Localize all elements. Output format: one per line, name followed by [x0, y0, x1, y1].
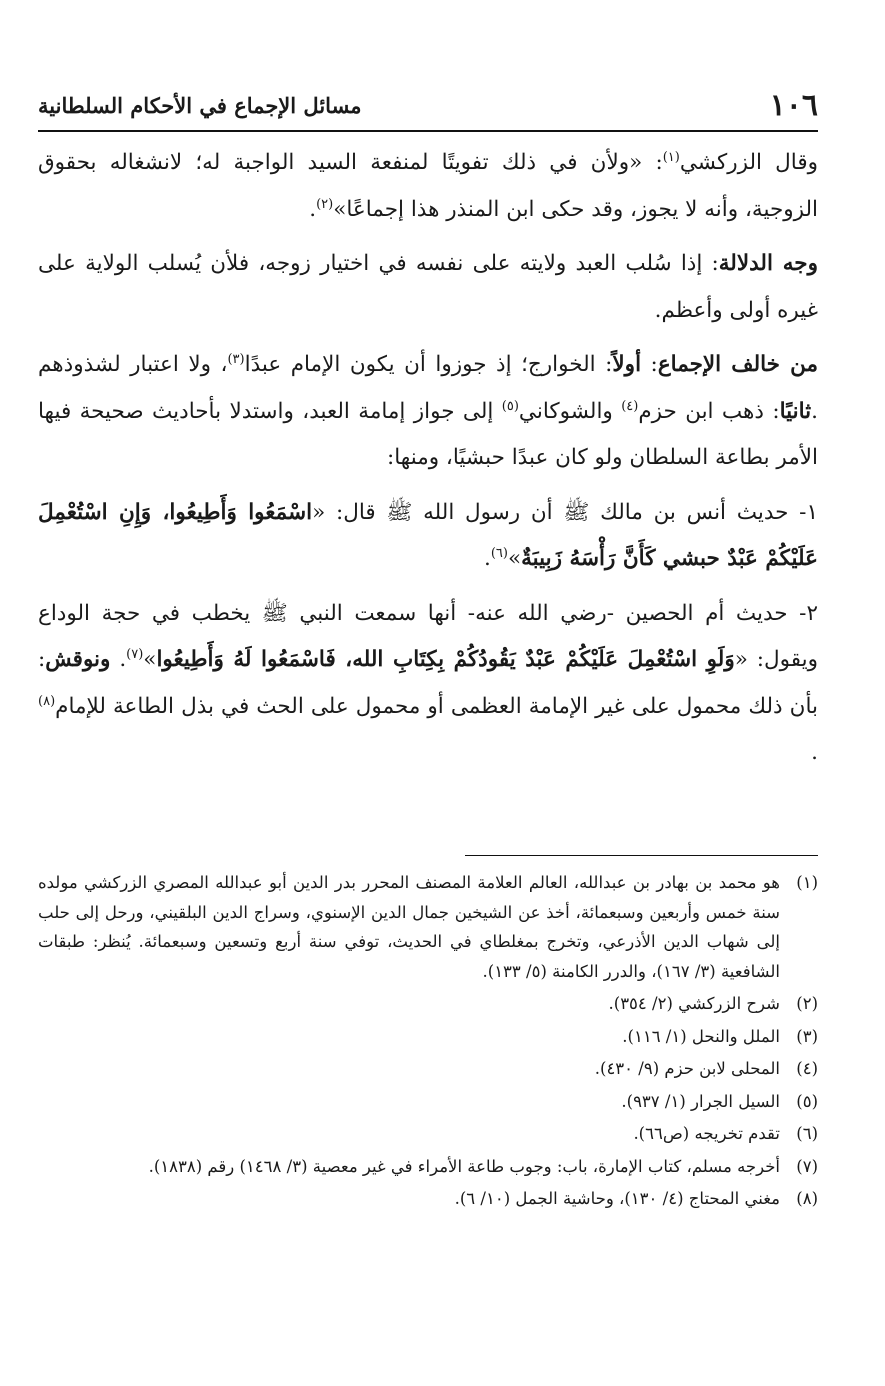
- text-span: ١- حديث أنس بن مالك ﷺ أن رسول الله ﷺ قال: «: [312, 499, 818, 525]
- footnote-item: [38, 1184, 818, 1214]
- paragraph-hadith-anas: [38, 490, 818, 583]
- text-span: : بأن ذلك محمول على غير الإمامة العظمى أو محمول على الحث في بذل الطاعة للإمام: [38, 647, 818, 719]
- footnotes: [38, 868, 818, 1217]
- text-span: : «ولأن في ذلك تفويتًا لمنفعة السيد الواجبة له؛ لانشغاله بحقوق الزوجية، وأنه لا يجوز، وقد حكى ابن المنذر هذا إجماعًا»: [38, 150, 818, 222]
- text-span: »: [507, 546, 522, 571]
- footnote-item: [38, 1152, 818, 1182]
- footnote-text: هو محمد بن بهادر بن عبدالله، العالم العلامة المصنف المحرر بدر الدين أبو عبدالله المصري الزركشي مولده سنة خمس وأربعين وسبعمائة، أخذ عن الشيخين جمال الدين الإسنوي، وسراج الدين البلقيني، ورحل إلى حلب إلى شهاب الدين الأذرعي، وتخرج بمغلطاي في الحديث، توفي سنة أربع وتسعين وسبعمائة. يُنظر: طبقات الشافعية (٣/ ١٦٧)، والدرر الكامنة (٥/ ١٣٣).: [38, 873, 780, 981]
- footnote-ref[interactable]: (٢): [316, 196, 334, 212]
- enumeration-label: أولاً: [612, 352, 642, 377]
- footnote-number: (٦): [796, 1124, 818, 1143]
- footnote-text: شرح الزركشي (٢/ ٣٥٤).: [608, 994, 780, 1013]
- footnote-number: (٤): [796, 1059, 818, 1078]
- text-span: .: [110, 647, 127, 672]
- footnote-text: السيل الجرار (١/ ٩٣٧).: [621, 1091, 780, 1111]
- page-header: [38, 80, 818, 132]
- text-span: : الخوارج؛ إذ جوزوا أن يكون الإمام عبدًا: [244, 352, 613, 377]
- footnote-ref[interactable]: (٥): [501, 398, 519, 414]
- paragraph-evidence: [38, 241, 818, 334]
- enumeration-label: ثانيًا: [779, 398, 812, 424]
- footnote-number: (٧): [796, 1156, 818, 1176]
- text-span: : إذا سُلب العبد ولايته على نفسه في اختيار زوجه، فلأن يُسلب الولاية على غيره أولى وأعظم.: [38, 251, 818, 323]
- footnote-ref[interactable]: (٨): [38, 693, 56, 709]
- footnote-item: [38, 1022, 818, 1052]
- text-span: والشوكاني: [518, 398, 622, 424]
- paragraph-zarkashi-quote: [38, 140, 818, 233]
- text-span: .: [309, 196, 317, 222]
- text-span: إلى جواز إمامة العبد، واستدلا بأحاديث صحيحة فيها الأمر بطاعة السلطان ولو كان عبدًا حبشيًا، ومنها:: [38, 398, 818, 470]
- page-number: ١٠٦: [769, 88, 818, 123]
- footnote-ref[interactable]: (٦): [490, 545, 508, 561]
- footnote-item: [38, 1087, 818, 1117]
- footnote-item: [38, 1054, 818, 1084]
- text-span: : ذهب ابن حزم: [638, 398, 780, 424]
- footnote-item: [38, 868, 818, 986]
- text-span: .: [483, 546, 491, 571]
- footnote-number: (٥): [796, 1091, 818, 1111]
- hadith-text: وَلَوِ اسْتُعْمِلَ عَلَيْكُمْ عَبْدٌ يَقُودُكُمْ بِكِتَابِ الله، فَاسْمَعُوا لَهُ وَأَطِيعُوا: [156, 647, 735, 672]
- text-span: »: [143, 647, 157, 672]
- footnote-text: مغني المحتاج (٤/ ١٣٠)، وحاشية الجمل (١٠/ ٦).: [454, 1189, 780, 1208]
- footnote-item: [38, 1119, 818, 1149]
- footnote-item: [38, 989, 818, 1019]
- running-title: مسائل الإجماع في الأحكام السلطانية: [38, 93, 362, 118]
- footnote-text: تقدم تخريجه (ص٦٦).: [633, 1124, 780, 1143]
- footnote-ref[interactable]: (٧): [126, 646, 144, 662]
- footnote-text: أخرجه مسلم، كتاب الإمارة، باب: وجوب طاعة الأمراء في غير معصية (٣/ ١٤٦٨) رقم (١٨٣٨).: [148, 1156, 780, 1176]
- footnote-number: (٨): [796, 1189, 818, 1208]
- text-span: ٢- حديث أم الحصين -رضي الله عنه- أنها سمعت النبي ﷺ يخطب في حجة الوداع ويقول: «: [38, 600, 818, 672]
- section-label: من خالف الإجماع: [657, 352, 819, 377]
- footnote-ref[interactable]: (٣): [227, 351, 245, 367]
- footnote-number: (٢): [796, 994, 818, 1013]
- footnote-ref[interactable]: (١): [662, 149, 680, 165]
- hadith-text: اسْمَعُوا وَأَطِيعُوا، وَإِنِ اسْتُعْمِلَ عَلَيْكُمْ عَبْدٌ حبشي كَأَنَّ رَأْسَهُ زَبِيبَةٌ: [38, 499, 818, 571]
- main-text: [38, 140, 818, 785]
- text-span: ، ولا اعتبار لشذوذهم .: [38, 352, 818, 424]
- section-label: ونوقش: [45, 647, 111, 672]
- footnote-text: الملل والنحل (١/ ١١٦).: [622, 1026, 780, 1046]
- paragraph-dissent: [38, 342, 818, 482]
- footnote-number: (٣): [796, 1026, 818, 1046]
- footnote-text: المحلى لابن حزم (٩/ ٤٣٠).: [594, 1059, 780, 1078]
- text-span: .: [811, 740, 818, 765]
- text-span: :: [641, 352, 658, 377]
- paragraph-hadith-umm-husayn: [38, 591, 818, 777]
- footnote-ref[interactable]: (٤): [621, 398, 639, 414]
- section-label: وجه الدلالة: [718, 251, 818, 276]
- text-span: وقال الزركشي: [679, 150, 818, 175]
- footnote-number: (١): [796, 873, 818, 892]
- footnote-separator: [465, 855, 818, 856]
